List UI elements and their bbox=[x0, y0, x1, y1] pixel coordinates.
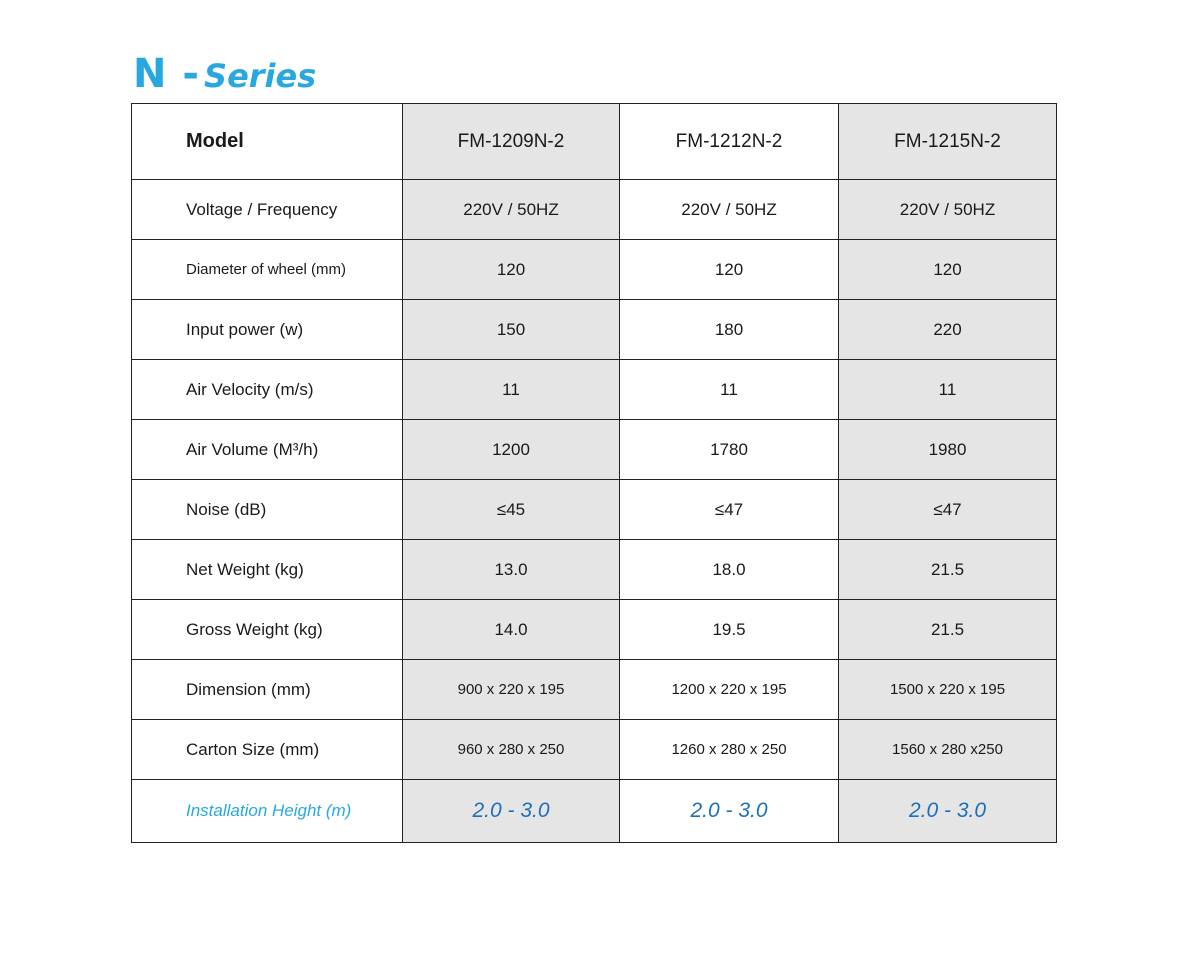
row-label: Air Volume (M³/h) bbox=[132, 420, 403, 480]
cell-value: 2.0 - 3.0 bbox=[620, 780, 839, 843]
table-row bbox=[132, 660, 1057, 720]
cell-value: 1560 x 280 x250 bbox=[839, 720, 1057, 780]
table-row bbox=[132, 720, 1057, 780]
cell-value: ≤45 bbox=[403, 480, 620, 540]
header-label: Model bbox=[132, 104, 403, 180]
cell-value: 220V / 50HZ bbox=[403, 180, 620, 240]
title-suffix: Series bbox=[204, 57, 317, 95]
cell-value: 1200 x 220 x 195 bbox=[620, 660, 839, 720]
table-header-row bbox=[132, 104, 1057, 180]
table-row bbox=[132, 240, 1057, 300]
row-label: Gross Weight (kg) bbox=[132, 600, 403, 660]
cell-value: 1260 x 280 x 250 bbox=[620, 720, 839, 780]
cell-value: 1500 x 220 x 195 bbox=[839, 660, 1057, 720]
cell-value: 1780 bbox=[620, 420, 839, 480]
cell-value: ≤47 bbox=[839, 480, 1057, 540]
cell-value: 120 bbox=[620, 240, 839, 300]
cell-value: 120 bbox=[403, 240, 620, 300]
cell-value: 150 bbox=[403, 300, 620, 360]
spec-table bbox=[131, 103, 1057, 843]
row-label: Net Weight (kg) bbox=[132, 540, 403, 600]
cell-value: 11 bbox=[839, 360, 1057, 420]
row-label: Dimension (mm) bbox=[132, 660, 403, 720]
cell-value: 13.0 bbox=[403, 540, 620, 600]
title-prefix: N - bbox=[133, 51, 201, 97]
cell-value: 21.5 bbox=[839, 540, 1057, 600]
table-row bbox=[132, 420, 1057, 480]
cell-value: 1980 bbox=[839, 420, 1057, 480]
row-label: Voltage / Frequency bbox=[132, 180, 403, 240]
cell-value: 14.0 bbox=[403, 600, 620, 660]
cell-value: 220V / 50HZ bbox=[839, 180, 1057, 240]
cell-value: ≤47 bbox=[620, 480, 839, 540]
model-name: FM-1215N-2 bbox=[839, 104, 1057, 180]
row-label: Installation Height (m) bbox=[132, 780, 403, 843]
table-row bbox=[132, 180, 1057, 240]
cell-value: 220V / 50HZ bbox=[620, 180, 839, 240]
cell-value: 120 bbox=[839, 240, 1057, 300]
page-title bbox=[133, 52, 316, 96]
row-label: Noise (dB) bbox=[132, 480, 403, 540]
cell-value: 11 bbox=[403, 360, 620, 420]
cell-value: 960 x 280 x 250 bbox=[403, 720, 620, 780]
cell-value: 18.0 bbox=[620, 540, 839, 600]
table-row bbox=[132, 300, 1057, 360]
table-row bbox=[132, 480, 1057, 540]
cell-value: 180 bbox=[620, 300, 839, 360]
table-row-highlight bbox=[132, 780, 1057, 843]
cell-value: 2.0 - 3.0 bbox=[403, 780, 620, 843]
row-label: Air Velocity (m/s) bbox=[132, 360, 403, 420]
cell-value: 220 bbox=[839, 300, 1057, 360]
cell-value: 11 bbox=[620, 360, 839, 420]
cell-value: 19.5 bbox=[620, 600, 839, 660]
table-row bbox=[132, 600, 1057, 660]
table-row bbox=[132, 540, 1057, 600]
table-row bbox=[132, 360, 1057, 420]
row-label: Input power (w) bbox=[132, 300, 403, 360]
cell-value: 900 x 220 x 195 bbox=[403, 660, 620, 720]
model-name: FM-1212N-2 bbox=[620, 104, 839, 180]
row-label: Diameter of wheel (mm) bbox=[132, 240, 403, 300]
cell-value: 21.5 bbox=[839, 600, 1057, 660]
cell-value: 2.0 - 3.0 bbox=[839, 780, 1057, 843]
cell-value: 1200 bbox=[403, 420, 620, 480]
row-label: Carton Size (mm) bbox=[132, 720, 403, 780]
model-name: FM-1209N-2 bbox=[403, 104, 620, 180]
